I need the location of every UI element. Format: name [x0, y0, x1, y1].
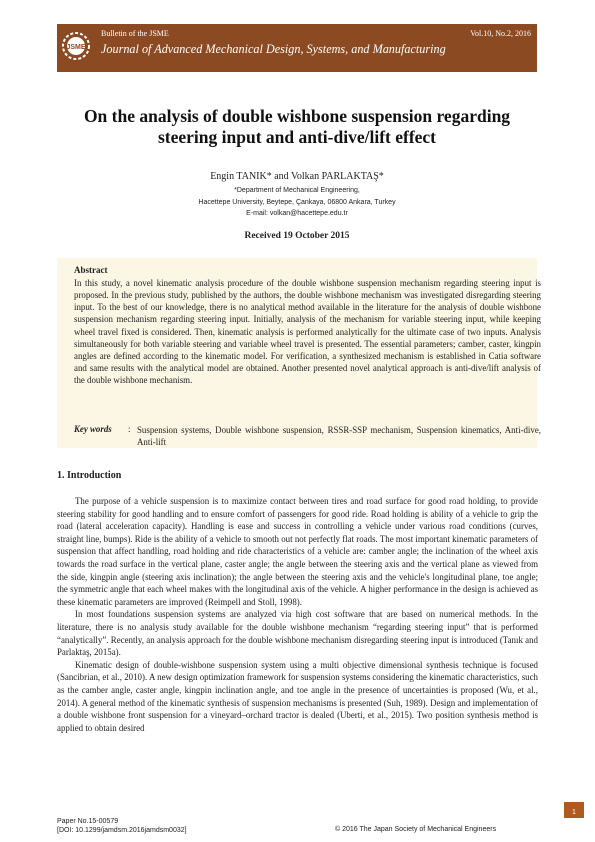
authors: Engin TANIK* and Volkan PARLAKTAŞ* [210, 171, 384, 182]
keywords-label: Key words [74, 424, 112, 434]
university-address: Hacettepe University, Beytepe, Çankaya, 06800 Ankara, Turkey [198, 198, 396, 206]
title-line-2: steering input and anti-dive/lift effect [157, 127, 437, 147]
svg-text:JSME: JSME [66, 44, 86, 51]
keywords-text: Suspension systems, Double wishbone suspension, RSSR-SSP mechanism, Suspension kinematics, Anti-dive, Anti-lift [137, 425, 541, 448]
abstract-box [57, 258, 541, 448]
page-number: 1 [564, 802, 584, 818]
body-text [57, 495, 538, 734]
affiliation [57, 185, 537, 220]
title-line-1: On the analysis of double wishbone suspension regarding [83, 106, 511, 126]
volume-label: Vol.10, No.2, 2016 [470, 29, 531, 38]
paragraph: Kinematic design of double-wishbone suspension system using a multi objective dimensional synthesis technique is focused (Sancibrian, et al., 2010). A new design optimization framework for suspension systems considering the kinematic characteristics, such as the camber angle, caster angle, kingpin inclination angle, and toe angle in the presence of uncertainties is proposed (Wu, et al., 2014). A general method of the kinematic synthesis of suspension mechanisms is presented (Suh, 1989). Design and implementation of a double wishbone front suspension for a vineyard–orchard tractor is dealed (Uberti, et al., 2015). Two position synthesis method is applied to obtain desired [57, 659, 538, 733]
section-heading: 1. Introduction [57, 470, 122, 481]
abstract-heading: Abstract [74, 265, 108, 275]
paragraph: In most foundations suspension systems are analyzed via high cost software that are based on numerical methods. In the literature, there is no analysis study available for the double wishbone mechanism “regarding steering input” that is performed “analytically”. Recently, an analysis approach for the double wishbone mechanism disregarding steering input is introduced (Tanık and Parlaktaş, 2015a). [57, 609, 538, 658]
bulletin-label: Bulletin of the JSME [101, 29, 169, 38]
received-date: Received 19 October 2015 [244, 231, 350, 241]
doi-link[interactable]: [DOI: 10.1299/jamdsm.2016jamdsm0032] [57, 827, 187, 834]
paper-number: Paper No.15-00579 [57, 818, 119, 825]
copyright: © 2016 The Japan Society of Mechanical Engineers [335, 826, 497, 833]
journal-title: Journal of Advanced Mechanical Design, Systems, and Manufacturing [101, 42, 446, 56]
abstract-text: In this study, a novel kinematic analysis procedure of the double wishbone suspension mechanism regarding steering input is proposed. In the previous study, published by the authors, the double wishbone mechanism was investigated disregarding steering input. To the best of our knowledge, there is no analytical method available in the literature for the analysis of double wishbone suspension mechanism regarding steering input. Initially, analysis of the mechanism for variable steering input, while keeping wheel travel fixed is considered. Then, kinematic analysis is performed analytically for the ultimate case of two inputs. Analysis simultaneously for both variable steering and variable wheel travel is presented. The essential parameters; camber, caster, kingpin angles are defined according to the kinematic model. For verification, a synthesized mechanism is established in Catia software and same results with the analytical model are obtained. Another presented novel analytical approach is anti-dive/lift analysis of the double wishbone mechanism. [74, 278, 541, 386]
footer-left [57, 817, 187, 835]
paper-title [57, 106, 537, 148]
jsme-logo [61, 30, 91, 64]
journal-banner [57, 24, 537, 72]
department: *Department of Mechanical Engineering, [234, 187, 360, 194]
email-link[interactable]: E-mail: volkan@hacettepe.edu.tr [246, 210, 348, 217]
keywords-colon: : [128, 424, 131, 434]
paragraph: The purpose of a vehicle suspension is to maximize contact between tires and road surface for good road holding, to provide steering stability for good handling and to ensure comfort of passengers for good ride. Road holding is ability of a vehicle to grip the road (lateral acceleration capacity). Handling is ease and success in controlling a vehicle under various road conditions (curves, straight line, bumps). Ride is the ability of a vehicle to smooth out not perfectly flat roads. The most important kinematic parameters of suspension that affect handling, road holding and ride characteristics of a vehicle are: camber angle; the inclination of the wheel axis towards the road surface in the vertical plane, caster angle; the angle between the steering axis and the vertical plane as viewed from the side, kingpin angle (steering axis inclination); the angle between the steering axis and the vehicle's longitudinal plane, toe angle; the symmetric angle that each wheel makes with the longitudinal axis of the vehicle. A higher performance in the design is achieved as these kinematic parameters are improved (Reimpell and Stoll, 1998). [57, 496, 538, 607]
